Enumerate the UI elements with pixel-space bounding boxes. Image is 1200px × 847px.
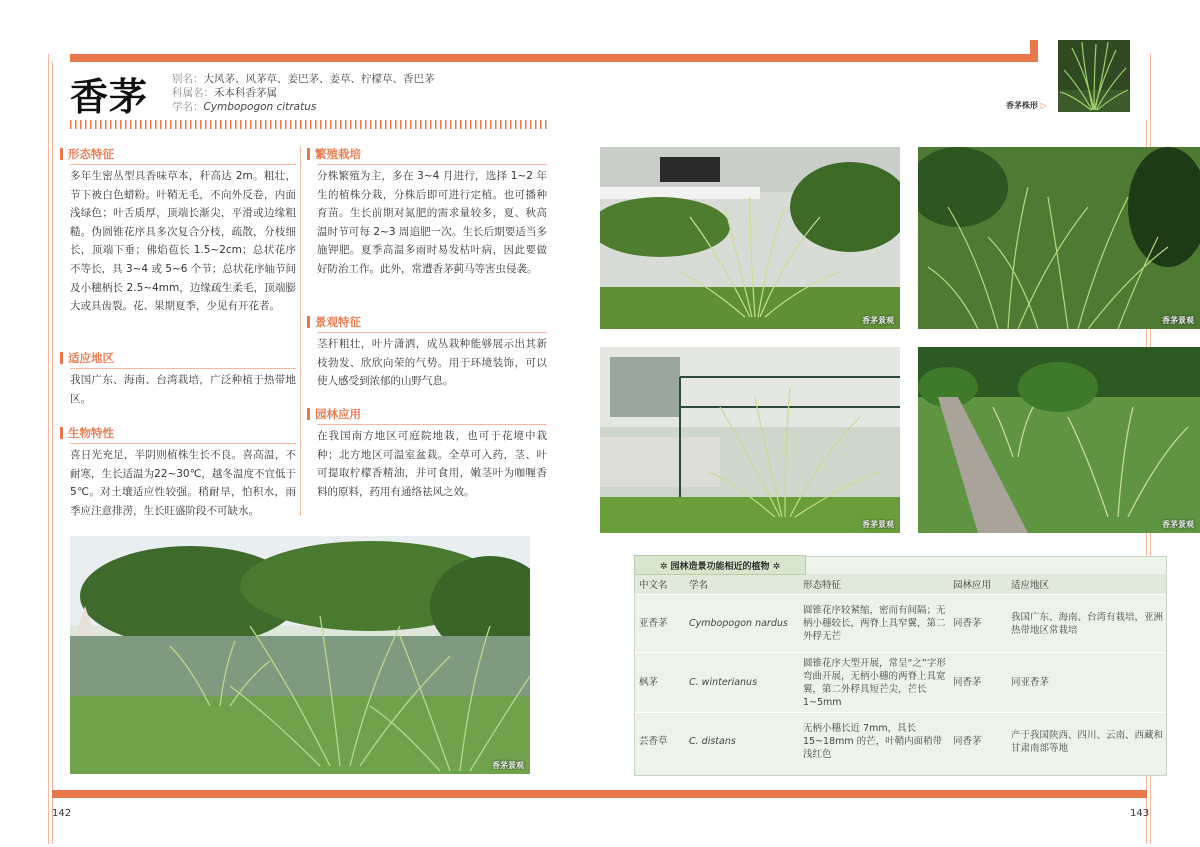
heading-marker (307, 148, 310, 160)
table-header-row (635, 574, 1166, 595)
cell-region: 同亚香茅 (1007, 653, 1166, 713)
photo-caption: 香茅景观 (1162, 316, 1194, 325)
heading-marker (307, 316, 310, 328)
photo-caption: 香茅景观 (862, 520, 894, 529)
bottom-accent-bar (52, 790, 1147, 798)
cell-garden-use: 同香茅 (949, 653, 1007, 713)
cell-morphology: 无柄小穗长近 7mm，具长 15~18mm 的芒，叶鞘内面稍带浅红色 (799, 713, 949, 771)
heading-marker (60, 427, 63, 439)
section-heading (317, 314, 547, 330)
column-divider (300, 146, 301, 516)
cell-sci-name: C. winterianus (685, 653, 799, 713)
cell-sci-name: C. distans (685, 713, 799, 771)
section-heading (317, 406, 547, 422)
similar-plants-table-panel (634, 556, 1167, 776)
heading-marker (307, 408, 310, 420)
thumbnail-caption (1006, 100, 1047, 111)
family-line (172, 86, 277, 100)
column-header: 适应地区 (1007, 574, 1166, 595)
section-body: 多年生密丛型具香味草本，秆高达 2m。粗壮，节下被白色蜡粉。叶鞘无毛，不向外反卷，内面浅绿色；叶舌质厚，顶端长渐尖，平滑或边缘粗糙。伪圆锥花序具多次复合分枝，疏散，分枝细长，顶端下垂；佛焰苞长 1.5~2cm；总状花序不等长，具 3~4 或 5~6 个节；总状花序轴节间及小穗柄长 2.5~4mm，边缘疏生柔毛，顶端膨大或具齿裂。花、果期夏季，少见有开花者。 (70, 170, 296, 313)
table-title: ✲ 园林造景功能相近的植物 ✲ (634, 555, 806, 575)
section-landscape (317, 314, 547, 391)
section-body: 在我国南方地区可庭院地栽，也可于花境中栽种；北方地区可温室盆栽。全草可入药，茎、叶可提取柠檬香精油，并可食用，嫩茎叶为咖喱香料的原料，药用有通络祛风之效。 (317, 430, 547, 498)
thumbnail-caption-text: 香茅株形 (1006, 101, 1038, 110)
cell-garden-use: 同香茅 (949, 713, 1007, 771)
heading-rule (70, 368, 296, 369)
section-heading (317, 146, 547, 162)
landscape-photo-2 (918, 147, 1200, 329)
heading-text: 生物特性 (68, 426, 114, 440)
top-accent-hook (1030, 40, 1038, 62)
photo-caption: 香茅景观 (492, 761, 524, 770)
section-biology (70, 425, 296, 520)
cell-garden-use: 同香茅 (949, 595, 1007, 653)
heading-text: 园林应用 (315, 407, 361, 421)
section-distribution (70, 350, 296, 408)
family-label: 科属名： (172, 87, 214, 99)
scientific-line (172, 100, 316, 114)
family-value: 禾本科香茅属 (214, 87, 277, 99)
section-heading (70, 146, 296, 162)
heading-marker (60, 352, 63, 364)
heading-rule (317, 164, 547, 165)
plant-form-thumbnail (1058, 40, 1130, 112)
column-header: 中文名 (635, 574, 685, 595)
section-garden (317, 406, 547, 501)
aliases-label: 别名： (172, 73, 204, 85)
aliases-value: 大风茅、风茅草、姜巴茅、姜草、柠檬草、香巴茅 (203, 73, 435, 85)
cell-region: 我国广东、海南、台湾有栽培，亚洲热带地区常栽培 (1007, 595, 1166, 653)
cell-morphology: 圆锥花序大型开展，常呈“之”字形弯曲开展，无柄小穗的两脊上具宽翼，第二外稃具短芒尖，芒长 1~5mm (799, 653, 949, 713)
landscape-photo-large (70, 536, 530, 774)
section-body: 茎秆粗壮，叶片潇洒，成丛栽种能够展示出其新枝勃发、欣欣向荣的气势。用于环境装饰，可以使人感受到浓郁的山野气息。 (317, 338, 547, 388)
title-hatch-divider (70, 120, 548, 129)
scientific-value: Cymbopogon citratus (203, 101, 317, 113)
scientific-label: 学名： (172, 101, 204, 113)
heading-rule (70, 164, 296, 165)
section-body: 喜日光充足，半阴则植株生长不良。喜高温，不耐寒，生长适温为22~30℃，越冬温度不宜低于5℃。对土壤适应性较强。稍耐旱，怕积水，雨季应注意排涝，生长旺盛阶段不可缺水。 (70, 449, 296, 517)
heading-text: 适应地区 (68, 351, 114, 365)
page-number-left: 142 (52, 808, 72, 819)
cell-region: 产于我国陕西、四川、云南、西藏和甘肃南部等地 (1007, 713, 1166, 771)
landscape-photo-4 (918, 347, 1200, 533)
column-header: 学名 (685, 574, 799, 595)
cell-cn-name: 亚香茅 (635, 595, 685, 653)
heading-rule (317, 424, 547, 425)
aliases-line (172, 72, 435, 86)
heading-text: 繁殖栽培 (315, 147, 361, 161)
heading-text: 景观特征 (315, 315, 361, 329)
similar-plants-table (635, 574, 1166, 771)
cell-cn-name: 芸香草 (635, 713, 685, 771)
section-body: 我国广东、海南、台湾栽培，广泛种植于热带地区。 (70, 374, 296, 405)
page-title: 香茅 (70, 74, 149, 119)
section-heading (70, 350, 296, 366)
left-margin-rule (48, 54, 49, 844)
section-morphology (70, 146, 296, 316)
cell-morphology: 圆锥花序较紧缩，密而有间隔；无柄小穗较长，两脊上具窄翼，第二外稃无芒 (799, 595, 949, 653)
table-row (635, 595, 1166, 653)
heading-text: 形态特征 (68, 147, 114, 161)
heading-marker (60, 148, 63, 160)
column-header: 形态特征 (799, 574, 949, 595)
landscape-photo-1 (600, 147, 900, 329)
table-row (635, 713, 1166, 771)
heading-rule (317, 332, 547, 333)
section-propagation (317, 146, 547, 279)
section-body: 分株繁殖为主，多在 3~4 月进行，选择 1~2 年生的植株分栽，分株后即可进行定植。也可播种育苗。生长前期对氮肥的需求量较多，夏、秋高温时节可每 2~3 周追肥一次。生长后期要适当多施钾肥。夏季高温多雨时易发枯叶病，因此要做好防治工作。此外，常遭香茅蓟马等害虫侵袭。 (317, 170, 547, 275)
heading-rule (70, 443, 296, 444)
top-accent-bar (70, 54, 1038, 62)
photo-caption: 香茅景观 (862, 316, 894, 325)
cell-cn-name: 枫茅 (635, 653, 685, 713)
table-row (635, 653, 1166, 713)
photo-caption: 香茅景观 (1162, 520, 1194, 529)
landscape-photo-3 (600, 347, 900, 533)
left-margin-rule-inner (52, 62, 53, 844)
section-heading (70, 425, 296, 441)
cell-sci-name: Cymbopogon nardus (685, 595, 799, 653)
page-number-right: 143 (1130, 808, 1150, 819)
caption-arrow-icon: ▷ (1040, 101, 1047, 110)
column-header: 园林应用 (949, 574, 1007, 595)
